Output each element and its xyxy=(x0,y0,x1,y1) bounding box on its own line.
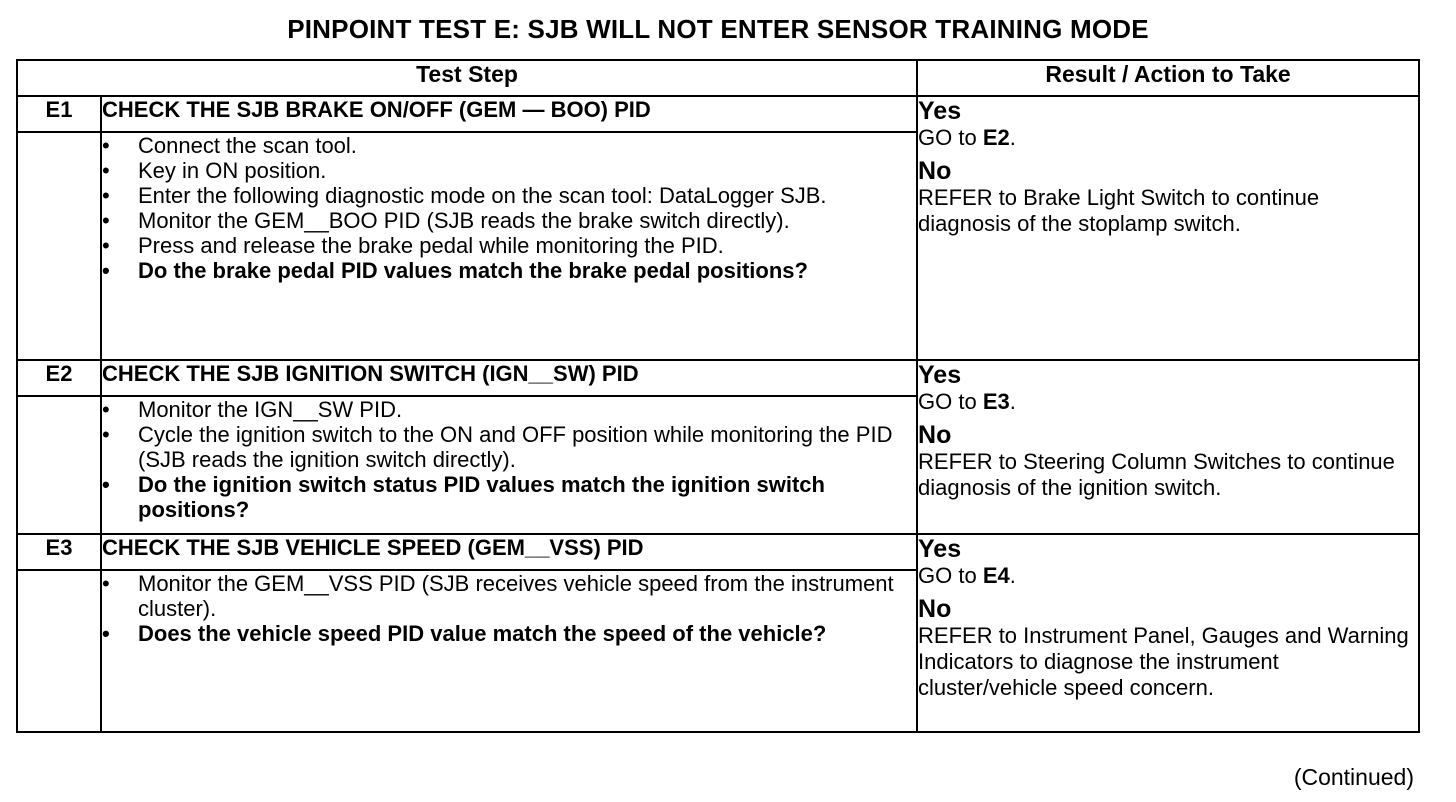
instruction-list xyxy=(102,571,916,646)
no-label: No xyxy=(918,421,952,449)
no-action: REFER to Steering Column Switches to continue diagnosis of the ignition switch. xyxy=(918,449,1395,500)
instruction-item: • Monitor the IGN__SW PID. xyxy=(102,397,916,422)
no-label: No xyxy=(918,157,952,185)
yes-end: . xyxy=(1009,125,1016,150)
no-action: REFER to Instrument Panel, Gauges and Warning Indicators to diagnose the instrument cluster/vehicle speed concern. xyxy=(918,623,1409,700)
yes-action xyxy=(918,389,1418,415)
no-label: No xyxy=(918,595,952,623)
step-row-e3 xyxy=(17,534,1419,570)
page-title: PINPOINT TEST E: SJB WILL NOT ENTER SENSOR TRAINING MODE xyxy=(287,14,1149,44)
instruction-item: • Key in ON position. xyxy=(102,158,916,183)
step-result-e3 xyxy=(917,534,1419,732)
yes-target: E4 xyxy=(982,563,1010,588)
blank-cell xyxy=(17,396,101,534)
yes-end: . xyxy=(1009,563,1016,588)
step-title: CHECK THE SJB BRAKE ON/OFF (GEM — BOO) PID xyxy=(101,96,917,132)
step-title: CHECK THE SJB VEHICLE SPEED (GEM__VSS) PID xyxy=(101,534,917,570)
table-header-row xyxy=(17,60,1419,96)
yes-target: E2 xyxy=(982,125,1010,150)
step-instructions-e1 xyxy=(101,132,917,360)
yes-action xyxy=(918,563,1418,589)
step-id: E1 xyxy=(17,96,101,132)
instruction-item: • Monitor the GEM__BOO PID (SJB reads the brake switch directly). xyxy=(102,208,916,233)
instruction-item: • Connect the scan tool. xyxy=(102,133,916,158)
instruction-item: • Press and release the brake pedal while monitoring the PID. xyxy=(102,233,916,258)
instruction-item: • Monitor the GEM__VSS PID (SJB receives vehicle speed from the instrument cluster). xyxy=(102,571,916,621)
step-row-e1 xyxy=(17,96,1419,132)
step-id: E2 xyxy=(17,360,101,396)
step-row-e2 xyxy=(17,360,1419,396)
instruction-item: • Cycle the ignition switch to the ON and OFF position while monitoring the PID (SJB reads the ignition switch directly). xyxy=(102,422,916,472)
header-result-action: Result / Action to Take xyxy=(917,60,1419,96)
instruction-question: • Do the brake pedal PID values match the brake pedal positions? xyxy=(102,258,916,283)
yes-label: Yes xyxy=(918,97,962,125)
instruction-list xyxy=(102,397,916,522)
yes-text: GO to xyxy=(918,563,983,588)
yes-text: GO to xyxy=(918,125,983,150)
yes-end: . xyxy=(1009,389,1016,414)
blank-cell xyxy=(17,570,101,732)
yes-target: E3 xyxy=(982,389,1010,414)
blank-cell xyxy=(17,132,101,360)
yes-label: Yes xyxy=(918,361,962,389)
step-id: E3 xyxy=(17,534,101,570)
header-test-step: Test Step xyxy=(17,60,917,96)
continued-note: (Continued) xyxy=(1293,764,1414,790)
yes-action xyxy=(918,125,1418,151)
yes-text: GO to xyxy=(918,389,983,414)
instruction-item: • Enter the following diagnostic mode on the scan tool: DataLogger SJB. xyxy=(102,183,916,208)
step-instructions-e3 xyxy=(101,570,917,732)
step-title: CHECK THE SJB IGNITION SWITCH (IGN__SW) PID xyxy=(101,360,917,396)
no-action: REFER to Brake Light Switch to continue diagnosis of the stoplamp switch. xyxy=(918,185,1320,236)
step-result-e1 xyxy=(917,96,1419,360)
step-instructions-e2 xyxy=(101,396,917,534)
pinpoint-test-table xyxy=(16,59,1420,733)
instruction-list xyxy=(102,133,916,283)
step-result-e2 xyxy=(917,360,1419,534)
yes-label: Yes xyxy=(918,535,962,563)
instruction-question: • Do the ignition switch status PID values match the ignition switch positions? xyxy=(102,472,916,522)
instruction-question: • Does the vehicle speed PID value match the speed of the vehicle? xyxy=(102,621,916,646)
